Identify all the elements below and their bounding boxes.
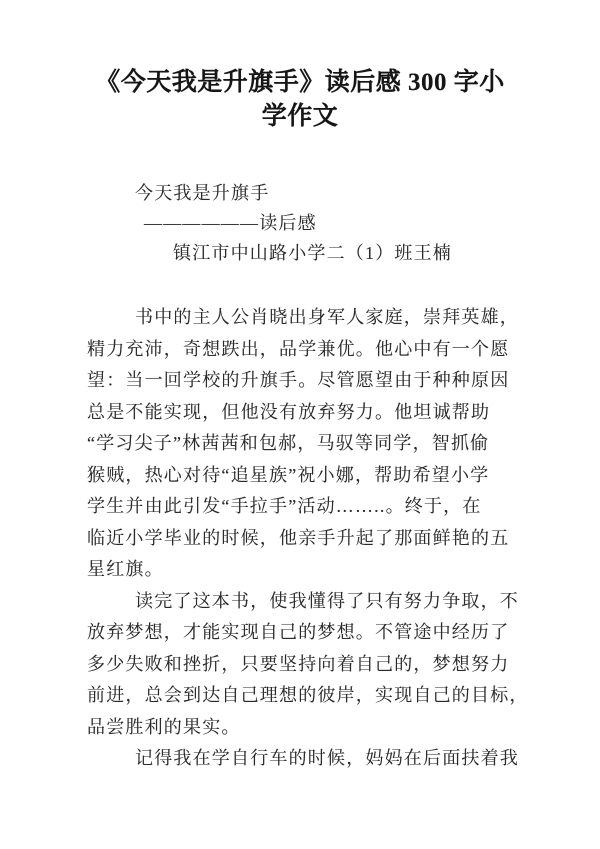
paragraph-2 [87, 586, 537, 744]
body-line: 学生并由此引发“手拉手”活动……..。终于，在 [87, 496, 482, 516]
body-line: 望：当一回学校的升旗手。尽管愿望由于种种原因 [87, 370, 510, 390]
body-line: 读完了这本书，使我懂得了只有努力争取，不 [135, 590, 519, 611]
subtitle-line: ——————读后感 [144, 213, 317, 233]
author-school-line: 镇江市中山路小学二（1）班王楠 [173, 243, 452, 263]
body-line: 猴贼，热心对待“追星族”祝小娜，帮助希望小学 [87, 464, 490, 485]
body-line: 书中的主人公肖晓出身军人家庭，崇拜英雄， [135, 307, 519, 327]
body-line: “学习尖子”林茜茜和包郝，马驭等同学，智抓偷 [87, 433, 490, 453]
paragraph-3 [87, 743, 537, 775]
essay-body [87, 302, 537, 775]
body-line: 总是不能实现，但他没有放弃努力。他坦诚帮助 [87, 401, 491, 422]
paragraph-1 [87, 302, 537, 586]
body-line: 精力充沛，奇想跌出，品学兼优。他心中有一个愿 [87, 338, 510, 359]
essay-header [87, 178, 452, 268]
body-line: 放弃梦想，才能实现自己的梦想。不管途中经历了 [87, 622, 510, 642]
body-line: 前进，总会到达自己理想的彼岸，实现自己的目标， [87, 685, 529, 705]
body-line: 星红旗。 [87, 559, 164, 579]
book-title-line: 今天我是升旗手 [135, 183, 270, 203]
body-line: 记得我在学自行车的时候，妈妈在后面扶着我 [135, 748, 519, 768]
body-line: 品尝胜利的果实。 [87, 716, 241, 737]
body-line: 临近小学毕业的时候，他亲手升起了那面鲜艳的五 [87, 527, 510, 548]
body-line: 多少失败和挫折，只要坚持向着自己的，梦想努力 [87, 653, 510, 674]
essay-title-line-1: 《今天我是升旗手》读后感 300 字小 [95, 69, 505, 96]
essay-title [0, 66, 600, 134]
essay-title-line-2: 学作文 [261, 103, 339, 130]
